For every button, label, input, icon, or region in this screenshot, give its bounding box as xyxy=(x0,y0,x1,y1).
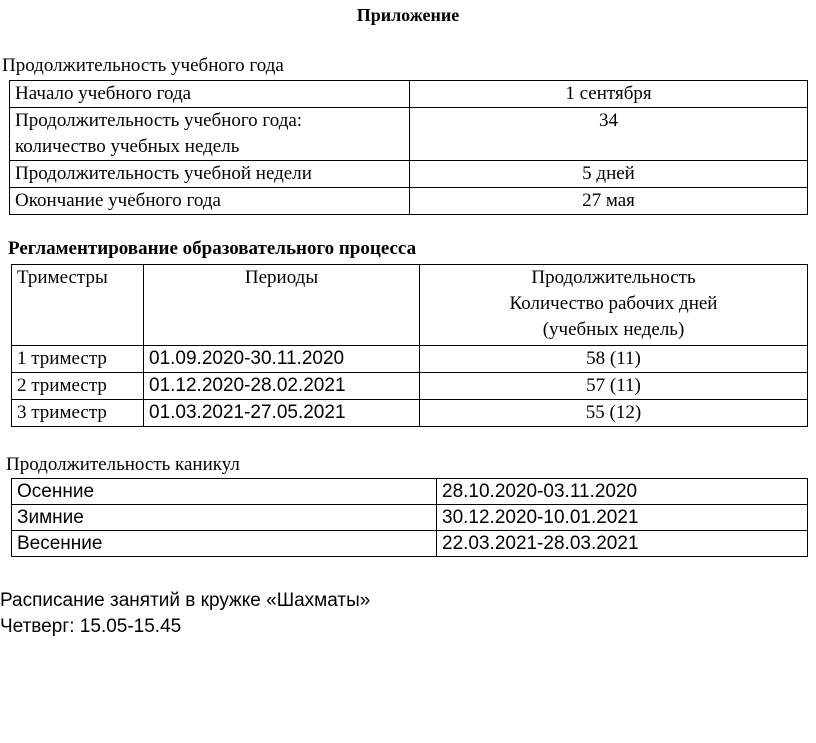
row-label: Начало учебного года xyxy=(10,81,410,108)
days-cell: 55 (12) xyxy=(420,400,808,427)
header-periods: Периоды xyxy=(144,265,420,346)
schedule-line: Четверг: 15.05-15.45 xyxy=(0,616,182,637)
header-duration-line1: Продолжительность xyxy=(531,267,696,288)
days-cell: 58 (11) xyxy=(420,346,808,373)
period-cell: 01.03.2021-27.05.2021 xyxy=(144,400,420,427)
regulation-table xyxy=(11,264,808,427)
page-title: Приложение xyxy=(356,5,460,25)
schedule-heading: Расписание занятий в кружке «Шахматы» xyxy=(0,590,371,611)
table-row xyxy=(10,188,808,215)
table-row xyxy=(10,81,808,108)
holiday-dates: 30.12.2020-10.01.2021 xyxy=(437,505,808,531)
table-row xyxy=(12,373,808,400)
table-row xyxy=(12,531,808,557)
row-label: Продолжительность учебной недели xyxy=(10,161,410,188)
holiday-dates: 22.03.2021-28.03.2021 xyxy=(437,531,808,557)
row-value: 34 xyxy=(410,108,808,161)
table-header-row xyxy=(12,265,808,346)
days-cell: 57 (11) xyxy=(420,373,808,400)
duration-caption: Продолжительность учебного года xyxy=(2,55,284,76)
table-row xyxy=(12,346,808,373)
academic-year-table xyxy=(9,80,808,215)
term-cell: 1 триместр xyxy=(12,346,144,373)
row-label xyxy=(10,108,410,161)
holiday-dates: 28.10.2020-03.11.2020 xyxy=(437,479,808,505)
table-row xyxy=(12,400,808,427)
holidays-table xyxy=(11,478,808,557)
table-row xyxy=(12,505,808,531)
term-cell: 2 триместр xyxy=(12,373,144,400)
holiday-name: Осенние xyxy=(12,479,437,505)
regulation-caption: Регламентирование образовательного процесса xyxy=(8,238,417,259)
table-row xyxy=(12,479,808,505)
header-terms: Триместры xyxy=(12,265,144,346)
row-value: 5 дней xyxy=(410,161,808,188)
holiday-name: Весенние xyxy=(12,531,437,557)
table-row xyxy=(10,161,808,188)
row-value: 27 мая xyxy=(410,188,808,215)
table-row xyxy=(10,108,808,161)
row-label: Окончание учебного года xyxy=(10,188,410,215)
row-value: 1 сентября xyxy=(410,81,808,108)
period-cell: 01.12.2020-28.02.2021 xyxy=(144,373,420,400)
header-duration-line2: Количество рабочих дней xyxy=(509,293,718,314)
header-duration-line3: (учебных недель) xyxy=(542,319,685,340)
header-duration xyxy=(420,265,808,346)
row-label-line2: количество учебных недель xyxy=(15,136,240,157)
period-cell: 01.09.2020-30.11.2020 xyxy=(144,346,420,373)
term-cell: 3 триместр xyxy=(12,400,144,427)
row-label-line1: Продолжительность учебного года: xyxy=(15,110,303,131)
holiday-name: Зимние xyxy=(12,505,437,531)
holidays-caption: Продолжительность каникул xyxy=(6,454,240,475)
